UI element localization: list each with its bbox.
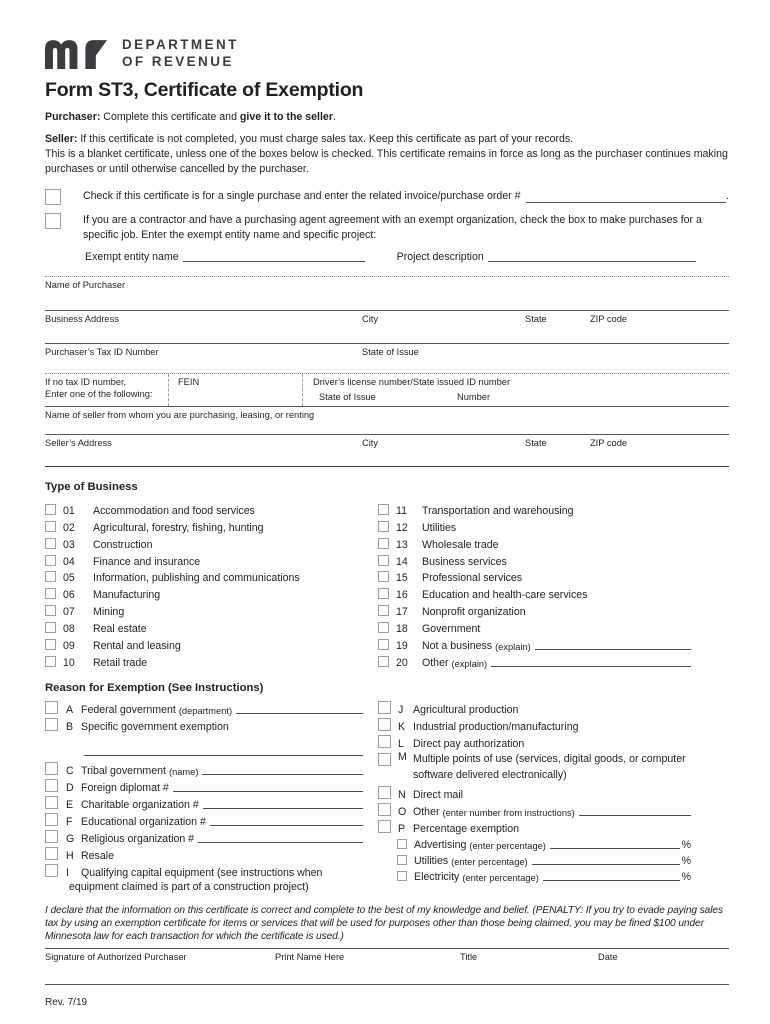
reason-row-c xyxy=(45,760,378,777)
reason-row-b xyxy=(45,716,378,733)
type-10-label: Retail trade xyxy=(93,656,148,669)
reason-row-e xyxy=(45,794,378,811)
minnesota-logo-icon xyxy=(45,38,107,69)
purchaser-period: . xyxy=(332,111,336,123)
seller-text: If this certificate is not completed, you must charge sales tax. Keep this certificate as part of your records. xyxy=(77,133,574,145)
type-15-checkbox[interactable] xyxy=(378,571,389,582)
reason-e-label: Charitable organization # xyxy=(81,798,199,811)
electricity-checkbox[interactable] xyxy=(397,871,407,881)
type-06-label: Manufacturing xyxy=(93,589,161,602)
type-13-code: 13 xyxy=(396,538,408,551)
type-row-12 xyxy=(378,517,691,534)
invoice-number-line[interactable] xyxy=(526,192,727,203)
if-no-tax-id-line2: Enter one of the following: xyxy=(45,389,153,399)
type-19-explain-line[interactable] xyxy=(535,639,691,650)
type-row-04 xyxy=(45,551,378,568)
electricity-percentage-row xyxy=(378,867,691,883)
exempt-entity-line[interactable] xyxy=(183,251,365,262)
reason-i-checkbox[interactable] xyxy=(45,864,58,877)
reason-title: Reason for Exemption (See Instructions) xyxy=(45,681,264,694)
reason-a-checkbox[interactable] xyxy=(45,701,58,714)
type-12-checkbox[interactable] xyxy=(378,521,389,532)
business-address-field[interactable] xyxy=(45,324,729,343)
reason-o-checkbox[interactable] xyxy=(378,803,391,816)
utilities-checkbox[interactable] xyxy=(397,855,407,865)
reason-b-label: Specific government exemption xyxy=(81,720,229,733)
blanket-certificate-text: This is a blanket certificate, unless one of the boxes below is checked. This certificate remains in force as long as the purchaser continues making purchases or until otherwise cancelled by the purchaser. xyxy=(45,148,728,175)
reason-k-checkbox[interactable] xyxy=(378,718,391,731)
type-20-checkbox[interactable] xyxy=(378,656,389,667)
type-20-label: Other xyxy=(422,656,449,669)
reason-o-label: Other xyxy=(413,805,440,818)
drivers-license-label: Driver’s license number/State issued ID number xyxy=(313,377,511,387)
type-19-note: (explain) xyxy=(495,642,531,653)
type-18-checkbox[interactable] xyxy=(378,622,389,633)
reason-o-letter: O xyxy=(398,805,407,818)
reason-d-line[interactable] xyxy=(173,781,363,792)
reason-l-letter: L xyxy=(398,737,404,750)
utilities-percentage-line[interactable] xyxy=(532,854,680,865)
type-04-label: Finance and insurance xyxy=(93,555,201,568)
type-14-label: Business services xyxy=(422,555,507,568)
type-19-label: Not a business xyxy=(422,640,493,653)
seller-instruction xyxy=(45,132,729,147)
type-18-label: Government xyxy=(422,623,481,636)
reason-k-label: Industrial production/manufacturing xyxy=(413,720,579,733)
revision-note: Rev. 7/19 xyxy=(45,997,88,1009)
type-row-11 xyxy=(378,500,691,517)
state-of-issue-label: State of Issue xyxy=(362,347,419,357)
type-04-code: 04 xyxy=(63,555,75,568)
agency-name-line2: OF REVENUE xyxy=(122,54,234,69)
zip-code-label: ZIP code xyxy=(590,314,628,324)
type-row-14 xyxy=(378,551,691,568)
advertising-checkbox[interactable] xyxy=(397,839,407,849)
reason-a-line[interactable] xyxy=(236,703,363,714)
reason-o-note: (enter number from instructions) xyxy=(442,807,575,818)
reason-j-checkbox[interactable] xyxy=(378,701,391,714)
reason-e-line[interactable] xyxy=(203,798,363,809)
business-address-label: Business Address xyxy=(45,314,119,324)
city-label: City xyxy=(362,314,379,324)
type-row-13 xyxy=(378,534,691,551)
type-row-17 xyxy=(378,601,691,618)
type-14-code: 14 xyxy=(396,555,408,568)
reason-o-line[interactable] xyxy=(579,805,691,816)
reason-a-letter: A xyxy=(66,703,74,716)
reason-m-checkbox[interactable] xyxy=(378,753,391,766)
utilities-label: Utilities xyxy=(414,855,449,868)
title-label: Title xyxy=(460,952,478,963)
type-16-label: Education and health-care services xyxy=(422,589,588,602)
reason-b-letter: B xyxy=(66,720,74,733)
reason-g-checkbox[interactable] xyxy=(45,830,58,843)
reason-row-n xyxy=(378,784,691,801)
utilities-percent-sign: % xyxy=(681,855,691,868)
type-03-checkbox[interactable] xyxy=(45,538,56,549)
contractor-text: If you are a contractor and have a purchasing agent agreement with an exempt organization, check the box to make purchases for a specific job. Enter the exempt entity name and specific project: xyxy=(83,214,702,241)
type-17-checkbox[interactable] xyxy=(378,605,389,616)
utilities-percentage-row xyxy=(378,851,691,867)
agency-name-line1: DEPARTMENT xyxy=(122,37,239,52)
project-description-line[interactable] xyxy=(488,251,696,262)
type-row-16 xyxy=(378,584,691,601)
type-row-01 xyxy=(45,500,378,517)
type-04-checkbox[interactable] xyxy=(45,555,56,566)
reason-k-letter: K xyxy=(398,720,406,733)
type-11-checkbox[interactable] xyxy=(378,504,389,515)
type-17-label: Nonprofit organization xyxy=(422,606,526,619)
reason-row-j xyxy=(378,699,691,716)
reason-n-letter: N xyxy=(398,788,406,801)
purchasers-tax-id-field[interactable] xyxy=(45,357,729,373)
type-02-label: Agricultural, forestry, fishing, hunting xyxy=(93,521,264,534)
contractor-agreement-checkbox[interactable] xyxy=(45,213,61,229)
electricity-note: (enter percentage) xyxy=(462,873,539,884)
exempt-entity-label: Exempt entity name xyxy=(85,251,179,263)
type-05-label: Information, publishing and communications xyxy=(93,572,300,585)
date-label: Date xyxy=(598,952,618,963)
reason-l-label: Direct pay authorization xyxy=(413,737,525,750)
type-03-label: Construction xyxy=(93,538,153,551)
name-of-seller-label: Name of seller from whom you are purchasing, leasing, or renting xyxy=(45,410,315,420)
single-purchase-text: Check if this certificate is for a single purchase and enter the related invoice/purchase order # xyxy=(83,190,521,202)
type-16-code: 16 xyxy=(396,589,408,602)
reason-f-checkbox[interactable] xyxy=(45,813,58,826)
sellers-address-field[interactable] xyxy=(45,448,729,466)
reason-j-letter: J xyxy=(398,703,404,716)
type-02-checkbox[interactable] xyxy=(45,521,56,532)
print-name-label: Print Name Here xyxy=(275,952,345,963)
seller-zip-code-label: ZIP code xyxy=(590,438,628,448)
reason-row-p xyxy=(378,818,691,835)
reason-c-note: (name) xyxy=(168,766,199,777)
type-12-label: Utilities xyxy=(422,521,457,534)
advertising-label: Advertising xyxy=(414,839,467,852)
name-of-purchaser-label: Name of Purchaser xyxy=(45,280,126,290)
type-15-label: Professional services xyxy=(422,572,523,585)
signature-bottom-line xyxy=(45,984,729,985)
signature-label: Signature of Authorized Purchaser xyxy=(45,952,187,963)
type-11-label: Transportation and warehousing xyxy=(422,504,574,517)
type-row-09 xyxy=(45,635,378,652)
single-purchase-period: . xyxy=(726,190,729,202)
type-17-code: 17 xyxy=(396,606,408,619)
reason-f-line[interactable] xyxy=(210,815,363,826)
reason-c-label: Tribal government xyxy=(81,764,166,777)
state-label: State xyxy=(525,314,547,324)
dl-number-label: Number xyxy=(457,392,491,402)
reason-c-checkbox[interactable] xyxy=(45,762,58,775)
type-of-business-title: Type of Business xyxy=(45,481,138,493)
single-purchase-checkbox[interactable] xyxy=(45,189,61,205)
type-16-checkbox[interactable] xyxy=(378,588,389,599)
type-row-19 xyxy=(378,635,691,652)
reason-row-g xyxy=(45,828,378,845)
seller-label: Seller: xyxy=(45,133,78,145)
type-09-label: Rental and leasing xyxy=(93,640,181,653)
reason-m-letter: M xyxy=(398,750,407,763)
reason-e-checkbox[interactable] xyxy=(45,796,58,809)
type-12-code: 12 xyxy=(396,521,408,534)
electricity-percentage-line[interactable] xyxy=(543,870,680,881)
reason-h-letter: H xyxy=(66,849,74,862)
type-03-code: 03 xyxy=(63,538,75,551)
reason-g-line[interactable] xyxy=(198,832,363,843)
type-09-checkbox[interactable] xyxy=(45,639,56,650)
type-row-05 xyxy=(45,568,378,585)
reason-h-label: Resale xyxy=(81,849,114,862)
advertising-percentage-line[interactable] xyxy=(550,838,680,849)
type-10-checkbox[interactable] xyxy=(45,656,56,667)
dl-state-of-issue-label: State of Issue xyxy=(319,392,376,402)
reason-f-label: Educational organization # xyxy=(81,815,206,828)
reason-p-label: Percentage exemption xyxy=(413,822,520,835)
project-description-label: Project description xyxy=(396,251,484,263)
type-row-06 xyxy=(45,584,378,601)
type-01-label: Accommodation and food services xyxy=(93,504,255,517)
type-row-08 xyxy=(45,618,378,635)
name-of-seller-field[interactable] xyxy=(45,420,729,434)
type-row-15 xyxy=(378,568,691,585)
type-19-code: 19 xyxy=(396,640,408,653)
type-18-code: 18 xyxy=(396,623,408,636)
type-08-checkbox[interactable] xyxy=(45,622,56,633)
type-row-18 xyxy=(378,618,691,635)
reason-n-checkbox[interactable] xyxy=(378,786,391,799)
reason-e-letter: E xyxy=(66,798,74,811)
reason-row-m xyxy=(378,750,691,784)
seller-state-label: State xyxy=(525,438,547,448)
reason-i-label-line2: equipment claimed is part of a construction project) xyxy=(69,880,309,893)
type-08-code: 08 xyxy=(63,623,75,636)
reason-row-i xyxy=(45,862,378,879)
fein-field[interactable] xyxy=(169,387,301,406)
type-05-code: 05 xyxy=(63,572,75,585)
purchaser-label: Purchaser: xyxy=(45,111,101,123)
reason-c-line[interactable] xyxy=(202,764,363,775)
name-of-purchaser-field[interactable] xyxy=(45,289,729,310)
type-15-code: 15 xyxy=(396,572,408,585)
type-06-checkbox[interactable] xyxy=(45,588,56,599)
reason-p-letter: P xyxy=(398,822,406,835)
type-07-label: Mining xyxy=(93,606,125,619)
type-01-checkbox[interactable] xyxy=(45,504,56,515)
type-row-02 xyxy=(45,517,378,534)
form-title: Form ST3, Certificate of Exemption xyxy=(45,79,364,101)
agency-name xyxy=(122,36,239,70)
type-05-checkbox[interactable] xyxy=(45,571,56,582)
reason-m-label: Multiple points of use (services, digital goods, or computer software delivered electronically) xyxy=(413,752,686,781)
type-09-code: 09 xyxy=(63,640,75,653)
reason-d-label: Foreign diplomat # xyxy=(81,781,169,794)
agency-brand xyxy=(45,36,729,70)
reason-b-checkbox[interactable] xyxy=(45,718,58,731)
reason-n-label: Direct mail xyxy=(413,788,464,801)
type-01-code: 01 xyxy=(63,504,75,517)
reason-h-checkbox[interactable] xyxy=(45,847,58,860)
type-11-code: 11 xyxy=(396,504,407,517)
reason-i-letter: I xyxy=(66,866,69,879)
type-02-code: 02 xyxy=(63,521,75,534)
type-10-code: 10 xyxy=(63,656,75,669)
type-row-03 xyxy=(45,534,378,551)
reason-row-l xyxy=(378,733,691,750)
reason-row-d xyxy=(45,777,378,794)
penalty-declaration: I declare that the information on this certificate is correct and complete to the best of my knowledge and belief. (PENALTY: If you try to evade paying sales tax by using an exemption certificate for items or services that will be used for purposes other than those being claimed, you may be fined $100 under Minnesota law for each transaction for which the certificate is used.) xyxy=(45,904,723,942)
reason-row-f xyxy=(45,811,378,828)
advertising-percent-sign: % xyxy=(681,839,691,852)
reason-c-letter: C xyxy=(66,764,74,777)
advertising-note: (enter percentage) xyxy=(469,841,546,852)
type-20-note: (explain) xyxy=(451,658,488,669)
purchaser-text: Complete this certificate and xyxy=(100,111,240,123)
type-07-code: 07 xyxy=(63,606,75,619)
reason-row-o xyxy=(378,801,691,818)
seller-city-label: City xyxy=(362,438,379,448)
type-20-explain-line[interactable] xyxy=(491,656,691,667)
advertising-percentage-row xyxy=(378,835,691,851)
type-19-checkbox[interactable] xyxy=(378,639,389,650)
reason-p-checkbox[interactable] xyxy=(378,820,391,833)
reason-row-h xyxy=(45,845,378,862)
type-07-checkbox[interactable] xyxy=(45,605,56,616)
reason-d-checkbox[interactable] xyxy=(45,779,58,792)
type-row-07 xyxy=(45,601,378,618)
reason-g-letter: G xyxy=(66,832,75,845)
reason-row-k xyxy=(378,716,691,733)
type-14-checkbox[interactable] xyxy=(378,555,389,566)
purchasers-tax-id-label: Purchaser’s Tax ID Number xyxy=(45,347,159,357)
fein-label: FEIN xyxy=(178,377,200,387)
type-row-20 xyxy=(378,652,691,669)
reason-d-letter: D xyxy=(66,781,74,794)
section-divider xyxy=(45,466,729,467)
type-08-label: Real estate xyxy=(93,623,147,636)
reason-i-label: Qualifying capital equipment (see instructions when xyxy=(81,866,323,879)
type-13-label: Wholesale trade xyxy=(422,538,499,551)
reason-row-a xyxy=(45,699,378,716)
type-20-code: 20 xyxy=(396,656,408,669)
reason-a-label: Federal government xyxy=(81,703,176,716)
purchaser-bold-text: give it to the seller xyxy=(239,111,333,123)
reason-f-letter: F xyxy=(66,815,73,828)
sellers-address-label: Seller’s Address xyxy=(45,438,112,448)
if-no-tax-id-line1: If no tax ID number, xyxy=(45,377,127,387)
electricity-label: Electricity xyxy=(414,871,460,884)
signature-row xyxy=(45,948,729,962)
type-row-10 xyxy=(45,652,378,669)
utilities-note: (enter percentage) xyxy=(451,857,528,868)
reason-b-line[interactable] xyxy=(84,733,363,756)
purchaser-instruction xyxy=(45,110,729,125)
reason-g-label: Religious organization # xyxy=(81,832,195,845)
type-06-code: 06 xyxy=(63,589,75,602)
reason-j-label: Agricultural production xyxy=(413,703,519,716)
reason-l-checkbox[interactable] xyxy=(378,735,391,748)
electricity-percent-sign: % xyxy=(681,871,691,884)
drivers-license-divider xyxy=(302,374,303,406)
type-13-checkbox[interactable] xyxy=(378,538,389,549)
reason-a-note: (department) xyxy=(178,705,233,716)
